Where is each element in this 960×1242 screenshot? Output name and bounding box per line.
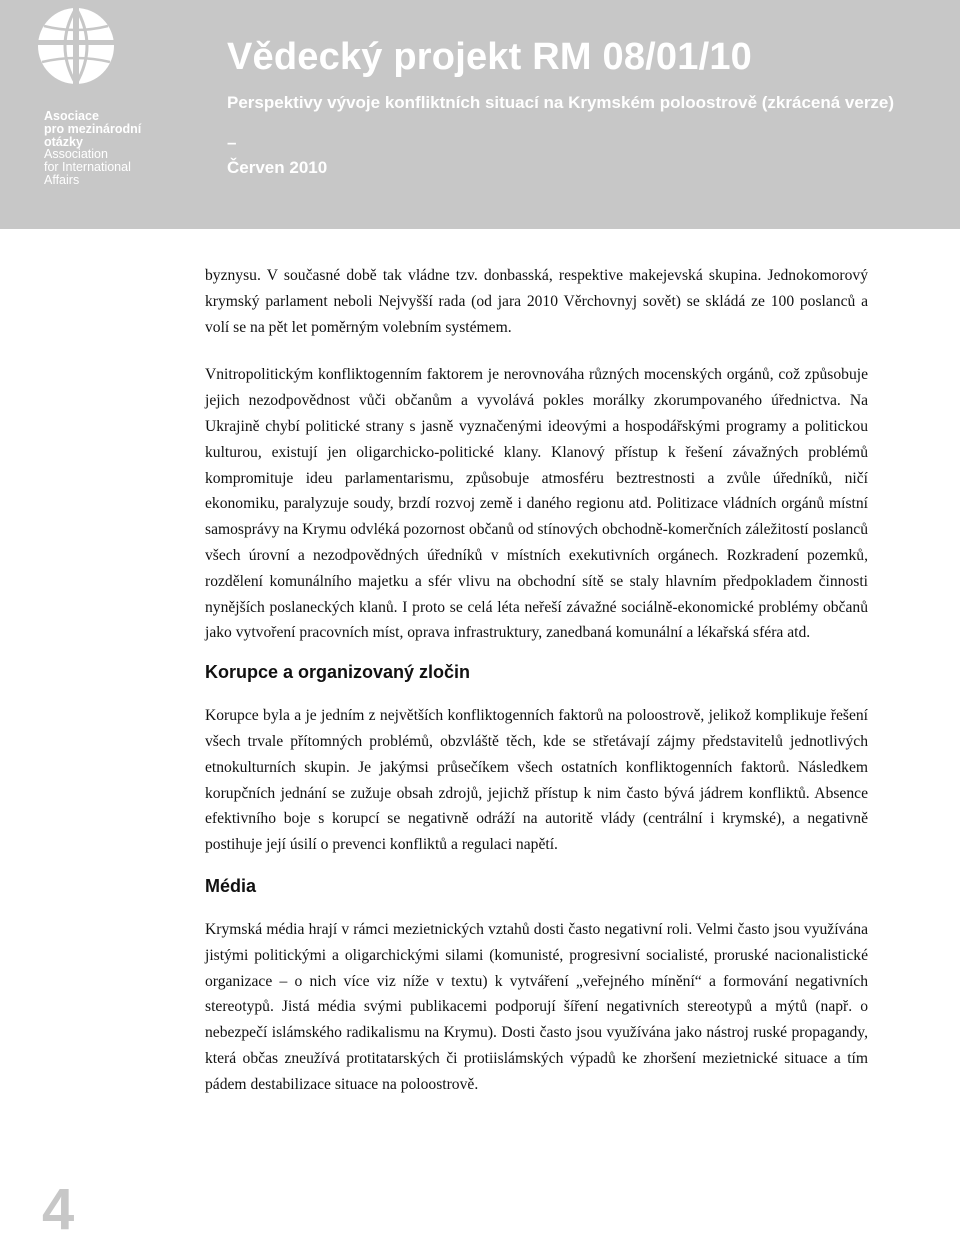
globe-cross-logo-icon bbox=[36, 6, 116, 86]
paragraph: Vnitropolitickým konfliktogenním faktorem je nerovnováha různých mocenských orgánů, což způsobuje jejich nezodpovědnost vůči občanům a vyvolává pokles morálky zkorumpovaného úřednictva. Na Ukrajině chybí politické strany s jasně vyznačenými ideovými a hospodářskými programy a politickou kulturou, existují jen oligarchicko-politické klany. Klanový přístup k řešení závažných problémů kompromituje ideu parlamentarismu, způsobuje atmosféru beztrestnosti a zvůle úředníků, ničí ekonomiku, paralyzuje soudy, brzdí rozvoj země i daného regionu atd. Politizace vládních orgánů místní samosprávy na Krymu odvléká pozornost občanů od stínových obchodně-komerčních záležitostí poslanců všech úrovní a nezodpovědných úředníků v místních exekutivních orgánech. Rozkradení pozemků, rozdělení komunálního majetku a sfér vlivu na obchodní sítě se staly hlavním předpokladem činnosti nynějších poslaneckých klanů. I proto se celá léta neřeší závažné sociálně-ekonomické problémy občanů jako vytvoření pracovních míst, oprava infrastruktury, zanedbaná komunální a lékařská sféra atd. bbox=[205, 366, 868, 642]
section-heading-corruption: Korupce a organizovaný zločin bbox=[205, 662, 471, 683]
document-subtitle: Perspektivy vývoje konfliktních situací na Krymském poloostrově (zkrácená verze) bbox=[227, 93, 895, 112]
organization-name bbox=[44, 110, 164, 187]
document-date: Červen 2010 bbox=[227, 158, 328, 177]
paragraph: Krymská média hrají v rámci mezietnických vztahů dosti často negativní roli. Velmi často jsou využívána jistými politickými a oligarchickými silami (komunisté, progresivní socialisté, proruské nacionalistické organizace – o nich více viz níže v textu) k vytváření „veřejného mínění“ a formování negativních stereotypů. Jistá média svými publikacemi podporují šíření negativních stereotypů a mýtů (např. o nebezpečí islámského radikalismu na Krymu). Dosti často jsou využívána jako nástroj ruské propagandy, která občas zneužívá protitatarských či protiislámských výpadů ke zhoršení mezietnické situace a tím pádem destabilizace situace na poloostrově. bbox=[205, 920, 868, 1093]
org-line: pro mezinárodní bbox=[44, 121, 142, 136]
paragraph: byznysu. V současné době tak vládne tzv. donbasská, respektive makejevská skupina. Jednokomorový krymský parlament neboli Nejvyšší rada (od jara 2010 Věrchovnyj sovět) se skládá ze 100 poslanců a volí se na pět let poměrným volebním systémem. bbox=[205, 267, 868, 336]
document-body bbox=[205, 263, 868, 1098]
paragraph: Korupce byla a je jedním z největších konfliktogenních faktorů na poloostrově, jelikož komplikuje řešení všech trvale přítomných problémů, obzvláště těch, kde se střetávají zájmy představitelů jednotlivých etnokulturních skupin. Je jakýmsi průsečíkem všech ostatních konfliktogenních faktorů. Následkem korupčních jednání se zužuje obsah zdrojů, jejichž přístup k nim často bývá jádrem konfliktů. Absence efektivního boje s korupcí se negativně odráží na autoritě vlády (centrální i krymské), a negativně postihuje její úsilí o prevenci konfliktů a regulaci napětí. bbox=[205, 707, 868, 854]
subtitle-dash: – bbox=[227, 133, 237, 152]
org-line: Association bbox=[44, 147, 108, 162]
org-line: Asociace bbox=[44, 109, 99, 123]
org-line: for International bbox=[44, 160, 131, 175]
org-line: Affairs bbox=[44, 172, 80, 187]
document-title: Vědecký projekt RM 08/01/10 bbox=[227, 36, 753, 78]
org-line: otázky bbox=[44, 134, 83, 149]
page-number: 4 bbox=[42, 1177, 75, 1242]
page-header bbox=[0, 0, 960, 229]
section-heading-media: Média bbox=[205, 875, 257, 896]
